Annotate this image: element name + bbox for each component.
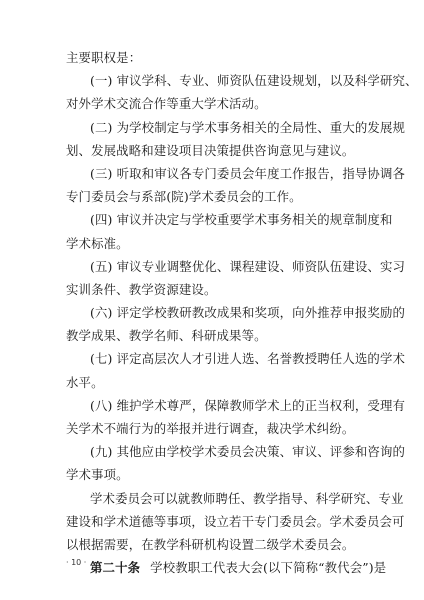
article-title: 第二十条 (90, 560, 141, 576)
text-line: 学术委员会可以就教师聘任、教学指导、科学研究、专业 (90, 490, 404, 506)
text-line: (八) 维护学术尊严，保障教师学术上的正当权利，受理有 (90, 397, 406, 413)
text-line: 教学成果、教学名师、科研成果等。 (66, 328, 267, 344)
text-line: (七) 评定高层次人才引进人选、名誉教授聘任人选的学术 (90, 351, 406, 367)
text-line: 关学术不端行为的举报并进行调查，裁决学术纠纷。 (66, 421, 355, 436)
body-text (66, 50, 418, 583)
text-line: 学术标准。 (66, 235, 129, 251)
text-line: (六) 评定学校教研教改成果和奖项，向外推荐申报奖励的 (90, 305, 406, 321)
text-line: 主要职权是： (66, 50, 142, 65)
text-line: (四) 审议并决定与学校重要学术事务相关的规章制度和 (90, 212, 393, 228)
text-line: (五) 审议专业调整优化、课程建设、师资队伍建设、实习 (90, 258, 406, 274)
text-line: 对外学术交流合作等重大学术活动。 (66, 96, 267, 112)
page-number: · 10 · (66, 558, 87, 567)
article-text: 学校教职工代表大会(以下简称“教代会”)是 (150, 560, 387, 576)
text-line: (三) 听取和审议各专门委员会年度工作报告，指导协调各 (90, 165, 406, 181)
text-line: (九) 其他应由学校学术委员会决策、审议、评参和咨询的 (90, 444, 406, 460)
text-line: 建设和学术道德等事项，设立若干专门委员会。学术委员会可 (66, 513, 405, 529)
text-line: 学术事项。 (66, 467, 129, 483)
text-line: 实训条件、教学资源建设。 (66, 281, 217, 297)
text-line: (二) 为学校制定与学术事务相关的全局性、重大的发展规 (90, 119, 406, 135)
text-line: 水平。 (66, 374, 104, 390)
text-line: 划、发展战略和建设项目决策提供咨询意见与建议。 (66, 142, 355, 158)
text-line: 以根据需要，在教学科研机构设置二级学术委员会。 (66, 536, 355, 552)
text-line: 专门委员会与系部(院)学术委员会的工作。 (66, 189, 302, 205)
article-line (66, 560, 387, 576)
text-line: (一) 审议学科、专业、师资队伍建设规划，以及科学研究、 (90, 73, 418, 89)
